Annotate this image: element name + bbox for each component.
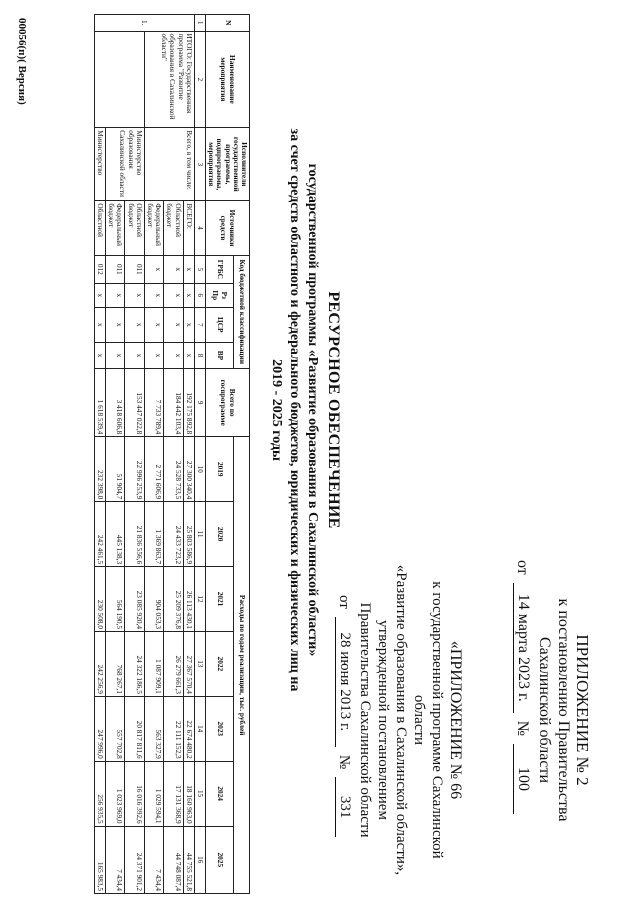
appendix-2-num-label: №: [514, 720, 531, 737]
grbs-cell: x: [183, 255, 194, 283]
year-value-cell: 44 748 087,4: [164, 826, 183, 893]
document-subtitle-2: за счет средств областного и федерального бюджетов, юридических и физических лиц на: [287, 128, 302, 692]
year-value-cell: 18 160 963,0: [183, 761, 194, 826]
source-cell: Федеральный бюджет: [105, 201, 124, 255]
year-value-cell: 17 131 368,9: [164, 761, 183, 826]
index-cell: 15: [194, 761, 205, 826]
year-value-cell: 7 434,4: [105, 826, 124, 893]
vr-cell: x: [105, 342, 124, 368]
index-cell: 8: [194, 342, 205, 368]
year-value-cell: 20 817 811,6: [125, 696, 144, 761]
header-total: Всего по госпрограмме: [205, 368, 249, 436]
appendix-2-dateline: [513, 560, 533, 860]
header-year: 2022: [205, 631, 233, 696]
year-value-cell: 23 085 920,4: [125, 567, 144, 632]
index-cell: 7: [194, 307, 205, 342]
appendix-2-title: ПРИЛОЖЕНИЕ № 2: [573, 634, 592, 786]
index-cell: 6: [194, 283, 205, 307]
csr-cell: x: [105, 307, 124, 342]
year-value-cell: 563 327,9: [144, 696, 163, 761]
header-csr: ЦСР: [205, 307, 233, 342]
year-value-cell: 1 369 863,7: [144, 502, 163, 567]
year-value-cell: 165 983,5: [94, 826, 105, 893]
rzpr-cell: x: [144, 283, 163, 307]
source-cell: Областной бюджет: [125, 201, 144, 255]
vr-cell: x: [164, 342, 183, 368]
index-cell: 3: [194, 128, 205, 201]
appendix-66-date: 28 июня 2013 г.: [335, 617, 354, 747]
column-index-row: [194, 15, 205, 894]
appendix-2-line1: к постановлению Правительства: [555, 598, 572, 822]
header-executors: Исполнители государственной программы, подпрограммы, мероприятия: [205, 128, 249, 201]
rzpr-cell: x: [94, 283, 105, 307]
appendix-66-from-label: от: [336, 595, 352, 609]
header-year: 2021: [205, 567, 233, 632]
year-value-cell: 1 029 594,1: [144, 761, 163, 826]
executor-cell: Всего, в том числе:: [144, 128, 194, 201]
total-cell: 1 618 539,4: [94, 368, 105, 436]
header-year: 2023: [205, 696, 233, 761]
measure-name-cell: ИТОГО: Государственная программа "Развитие образования в Сахалинской области": [144, 31, 194, 128]
year-value-cell: 16 016 392,6: [125, 761, 144, 826]
total-cell: 7 733 789,4: [144, 368, 163, 436]
year-value-cell: 25 209 376,8: [164, 567, 183, 632]
source-cell: Областной: [94, 201, 105, 255]
index-cell: 4: [194, 201, 205, 255]
year-value-cell: 22 996 253,9: [125, 437, 144, 502]
header-vr: ВР: [205, 342, 233, 368]
year-value-cell: 25 803 586,9: [183, 502, 194, 567]
year-value-cell: 22 111 152,3: [164, 696, 183, 761]
total-cell: 192 175 892,8: [183, 368, 194, 436]
year-value-cell: 24 322 186,5: [125, 631, 144, 696]
index-cell: 2: [194, 31, 205, 128]
rzpr-cell: x: [183, 283, 194, 307]
version-footer: 00056(п)( Версия): [16, 18, 28, 105]
appendix-66-block: [335, 555, 464, 885]
header-name: Наименование мероприятия: [205, 31, 249, 128]
source-cell: Областной бюджет: [164, 201, 183, 255]
grbs-cell: x: [164, 255, 183, 283]
year-value-cell: 27 367 570,4: [183, 631, 194, 696]
year-value-cell: 26 279 661,3: [164, 631, 183, 696]
year-value-cell: 557 702,8: [105, 696, 124, 761]
rzpr-cell: x: [105, 283, 124, 307]
year-value-cell: 904 053,3: [144, 567, 163, 632]
year-value-cell: 26 113 430,1: [183, 567, 194, 632]
header-year: 2019: [205, 437, 233, 502]
appendix-2-line2: Сахалинской области: [536, 636, 553, 784]
vr-cell: x: [144, 342, 163, 368]
document-subtitle-1: государственной программы «Развитие образования в Сахалинской области»: [305, 163, 320, 657]
total-cell: 3 418 606,8: [105, 368, 124, 436]
appendix-2-block: [513, 560, 592, 860]
header-rzpr: Рз Пр: [205, 283, 233, 307]
executor-cell: Министерство образования Сахалинской области: [105, 128, 144, 201]
appendix-2-date: 14 марта 2023 г.: [513, 583, 533, 713]
index-cell: 1: [194, 15, 205, 32]
vr-cell: x: [183, 342, 194, 368]
document-title: РЕСУРСНОЕ ОБЕСПЕЧЕНИЕ: [325, 291, 342, 529]
csr-cell: x: [183, 307, 194, 342]
index-cell: 5: [194, 255, 205, 283]
header-year: 2025: [205, 826, 233, 893]
header-grbs: ГРБС: [205, 255, 233, 283]
year-value-cell: 242 256,9: [94, 631, 105, 696]
grbs-cell: 011: [125, 255, 144, 283]
header-year: 2024: [205, 761, 233, 826]
year-value-cell: 7 434,4: [144, 826, 163, 893]
rzpr-cell: x: [164, 283, 183, 307]
year-value-cell: 230 508,0: [94, 567, 105, 632]
year-value-cell: 27 300 340,4: [183, 437, 194, 502]
year-value-cell: 564 190,5: [105, 567, 124, 632]
year-value-cell: 1 023 969,0: [105, 761, 124, 826]
index-cell: 9: [194, 368, 205, 436]
executor-cell: Министерство: [94, 128, 105, 201]
year-value-cell: 256 935,5: [94, 761, 105, 826]
appendix-66-line1: к государственной программе Сахалинской области: [411, 581, 445, 859]
appendix-2-from-label: от: [514, 560, 531, 575]
table-row: [183, 15, 194, 894]
appendix-66-title: «ПРИЛОЖЕНИЕ № 66: [447, 640, 464, 800]
table-header-row-1: [233, 15, 249, 894]
resource-table: [94, 14, 250, 894]
index-cell: 16: [194, 826, 205, 893]
grbs-cell: x: [144, 255, 163, 283]
source-cell: ВСЕГО:: [183, 201, 194, 255]
appendix-66-line2: «Развитие образования в Сахалинской области»,: [393, 564, 409, 876]
year-value-cell: 247 996,0: [94, 696, 105, 761]
grbs-cell: 011: [105, 255, 124, 283]
total-cell: 184 442 103,4: [164, 368, 183, 436]
year-value-cell: 242 461,5: [94, 502, 105, 567]
document-title-block: [268, 120, 342, 700]
year-value-cell: 24 433 723,2: [164, 502, 183, 567]
appendix-66-line4: Правительства Сахалинской области: [357, 602, 373, 838]
header-no: N: [205, 15, 249, 32]
year-value-cell: 232 398,0: [94, 437, 105, 502]
rzpr-cell: x: [125, 283, 144, 307]
year-value-cell: 768 267,1: [105, 631, 124, 696]
total-cell: 153 447 022,8: [125, 368, 144, 436]
table-row: [125, 15, 144, 894]
csr-cell: x: [144, 307, 163, 342]
csr-cell: x: [125, 307, 144, 342]
year-value-cell: 445 138,3: [105, 502, 124, 567]
year-value-cell: 24 371 901,2: [125, 826, 144, 893]
vr-cell: x: [94, 342, 105, 368]
header-budget-codes: Код бюджетной классификации: [233, 255, 249, 368]
year-value-cell: 44 755 521,8: [183, 826, 194, 893]
table-row: [94, 15, 105, 894]
vr-cell: x: [125, 342, 144, 368]
csr-cell: x: [164, 307, 183, 342]
grbs-cell: 012: [94, 255, 105, 283]
index-cell: 13: [194, 631, 205, 696]
index-cell: 11: [194, 502, 205, 567]
index-cell: 14: [194, 696, 205, 761]
source-cell: Федеральный бюджет: [144, 201, 163, 255]
document-subtitle-3: 2019 - 2025 годы: [269, 359, 284, 461]
year-value-cell: 21 836 556,6: [125, 502, 144, 567]
index-cell: 10: [194, 437, 205, 502]
header-year: 2020: [205, 502, 233, 567]
row-number-cell: 1.: [94, 15, 194, 32]
csr-cell: x: [94, 307, 105, 342]
year-value-cell: 51 904,7: [105, 437, 124, 502]
year-value-cell: 1 087 909,1: [144, 631, 163, 696]
appendix-66-line3: утвержденной постановлением: [375, 620, 391, 820]
appendix-66-num-label: №: [336, 754, 352, 770]
index-cell: 12: [194, 567, 205, 632]
measure-name-cell: [94, 31, 144, 128]
year-value-cell: 2 771 606,9: [144, 437, 163, 502]
appendix-66-number: 331: [335, 777, 354, 837]
header-expenses: Расходы по годам реализации, тыс. рублей: [233, 437, 249, 894]
year-value-cell: 22 674 480,2: [183, 696, 194, 761]
appendix-2-number: 100: [513, 744, 533, 814]
header-sources: Источники средств: [205, 201, 249, 255]
year-value-cell: 24 528 733,5: [164, 437, 183, 502]
